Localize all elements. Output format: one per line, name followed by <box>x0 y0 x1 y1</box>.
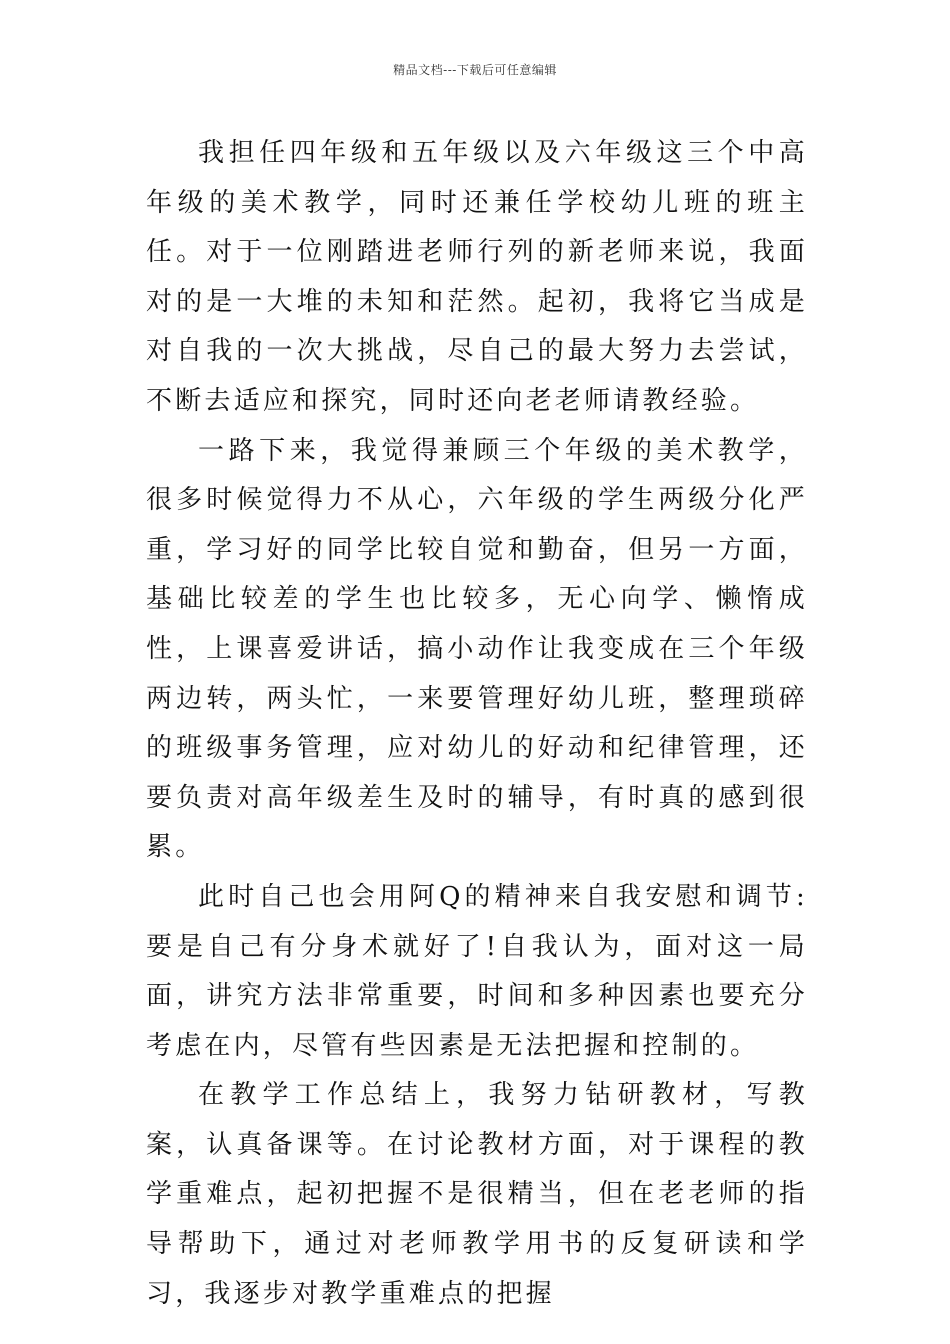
paragraph-3: 此时自己也会用阿Q的精神来自我安慰和调节:要是自己有分身术就好了!自我认为，面对这一局面，讲究方法非常重要，时间和多种因素也要充分考虑在内，尽管有些因素是无法把握和控制的。 <box>146 881 808 1061</box>
paragraph-1: 我担任四年级和五年级以及六年级这三个中高年级的美术教学，同时还兼任学校幼儿班的班主任。对于一位刚踏进老师行列的新老师来说，我面对的是一大堆的未知和茫然。起初，我将它当成是对自我的一次大挑战，尽自己的最大努力去尝试，不断去适应和探究，同时还向老老师请教经验。 <box>146 138 808 416</box>
paragraph-4: 在教学工作总结上，我努力钻研教材，写教案，认真备课等。在讨论教材方面，对于课程的教学重难点，起初把握不是很精当，但在老老师的指导帮助下，通过对老师教学用书的反复研读和学习，我逐步对教学重难点的把握 <box>146 1080 808 1309</box>
document-body <box>146 129 808 1319</box>
paragraph-2: 一路下来，我觉得兼顾三个年级的美术教学，很多时候觉得力不从心，六年级的学生两级分化严重，学习好的同学比较自觉和勤奋，但另一方面，基础比较差的学生也比较多，无心向学、懒惰成性，上课喜爱讲话，搞小动作让我变成在三个年级两边转，两头忙，一来要管理好幼儿班，整理琐碎的班级事务管理，应对幼儿的好动和纪律管理，还要负责对高年级差生及时的辅导，有时真的感到很累。 <box>146 435 808 863</box>
page-header: 精品文档---下载后可任意编辑 <box>393 63 557 77</box>
